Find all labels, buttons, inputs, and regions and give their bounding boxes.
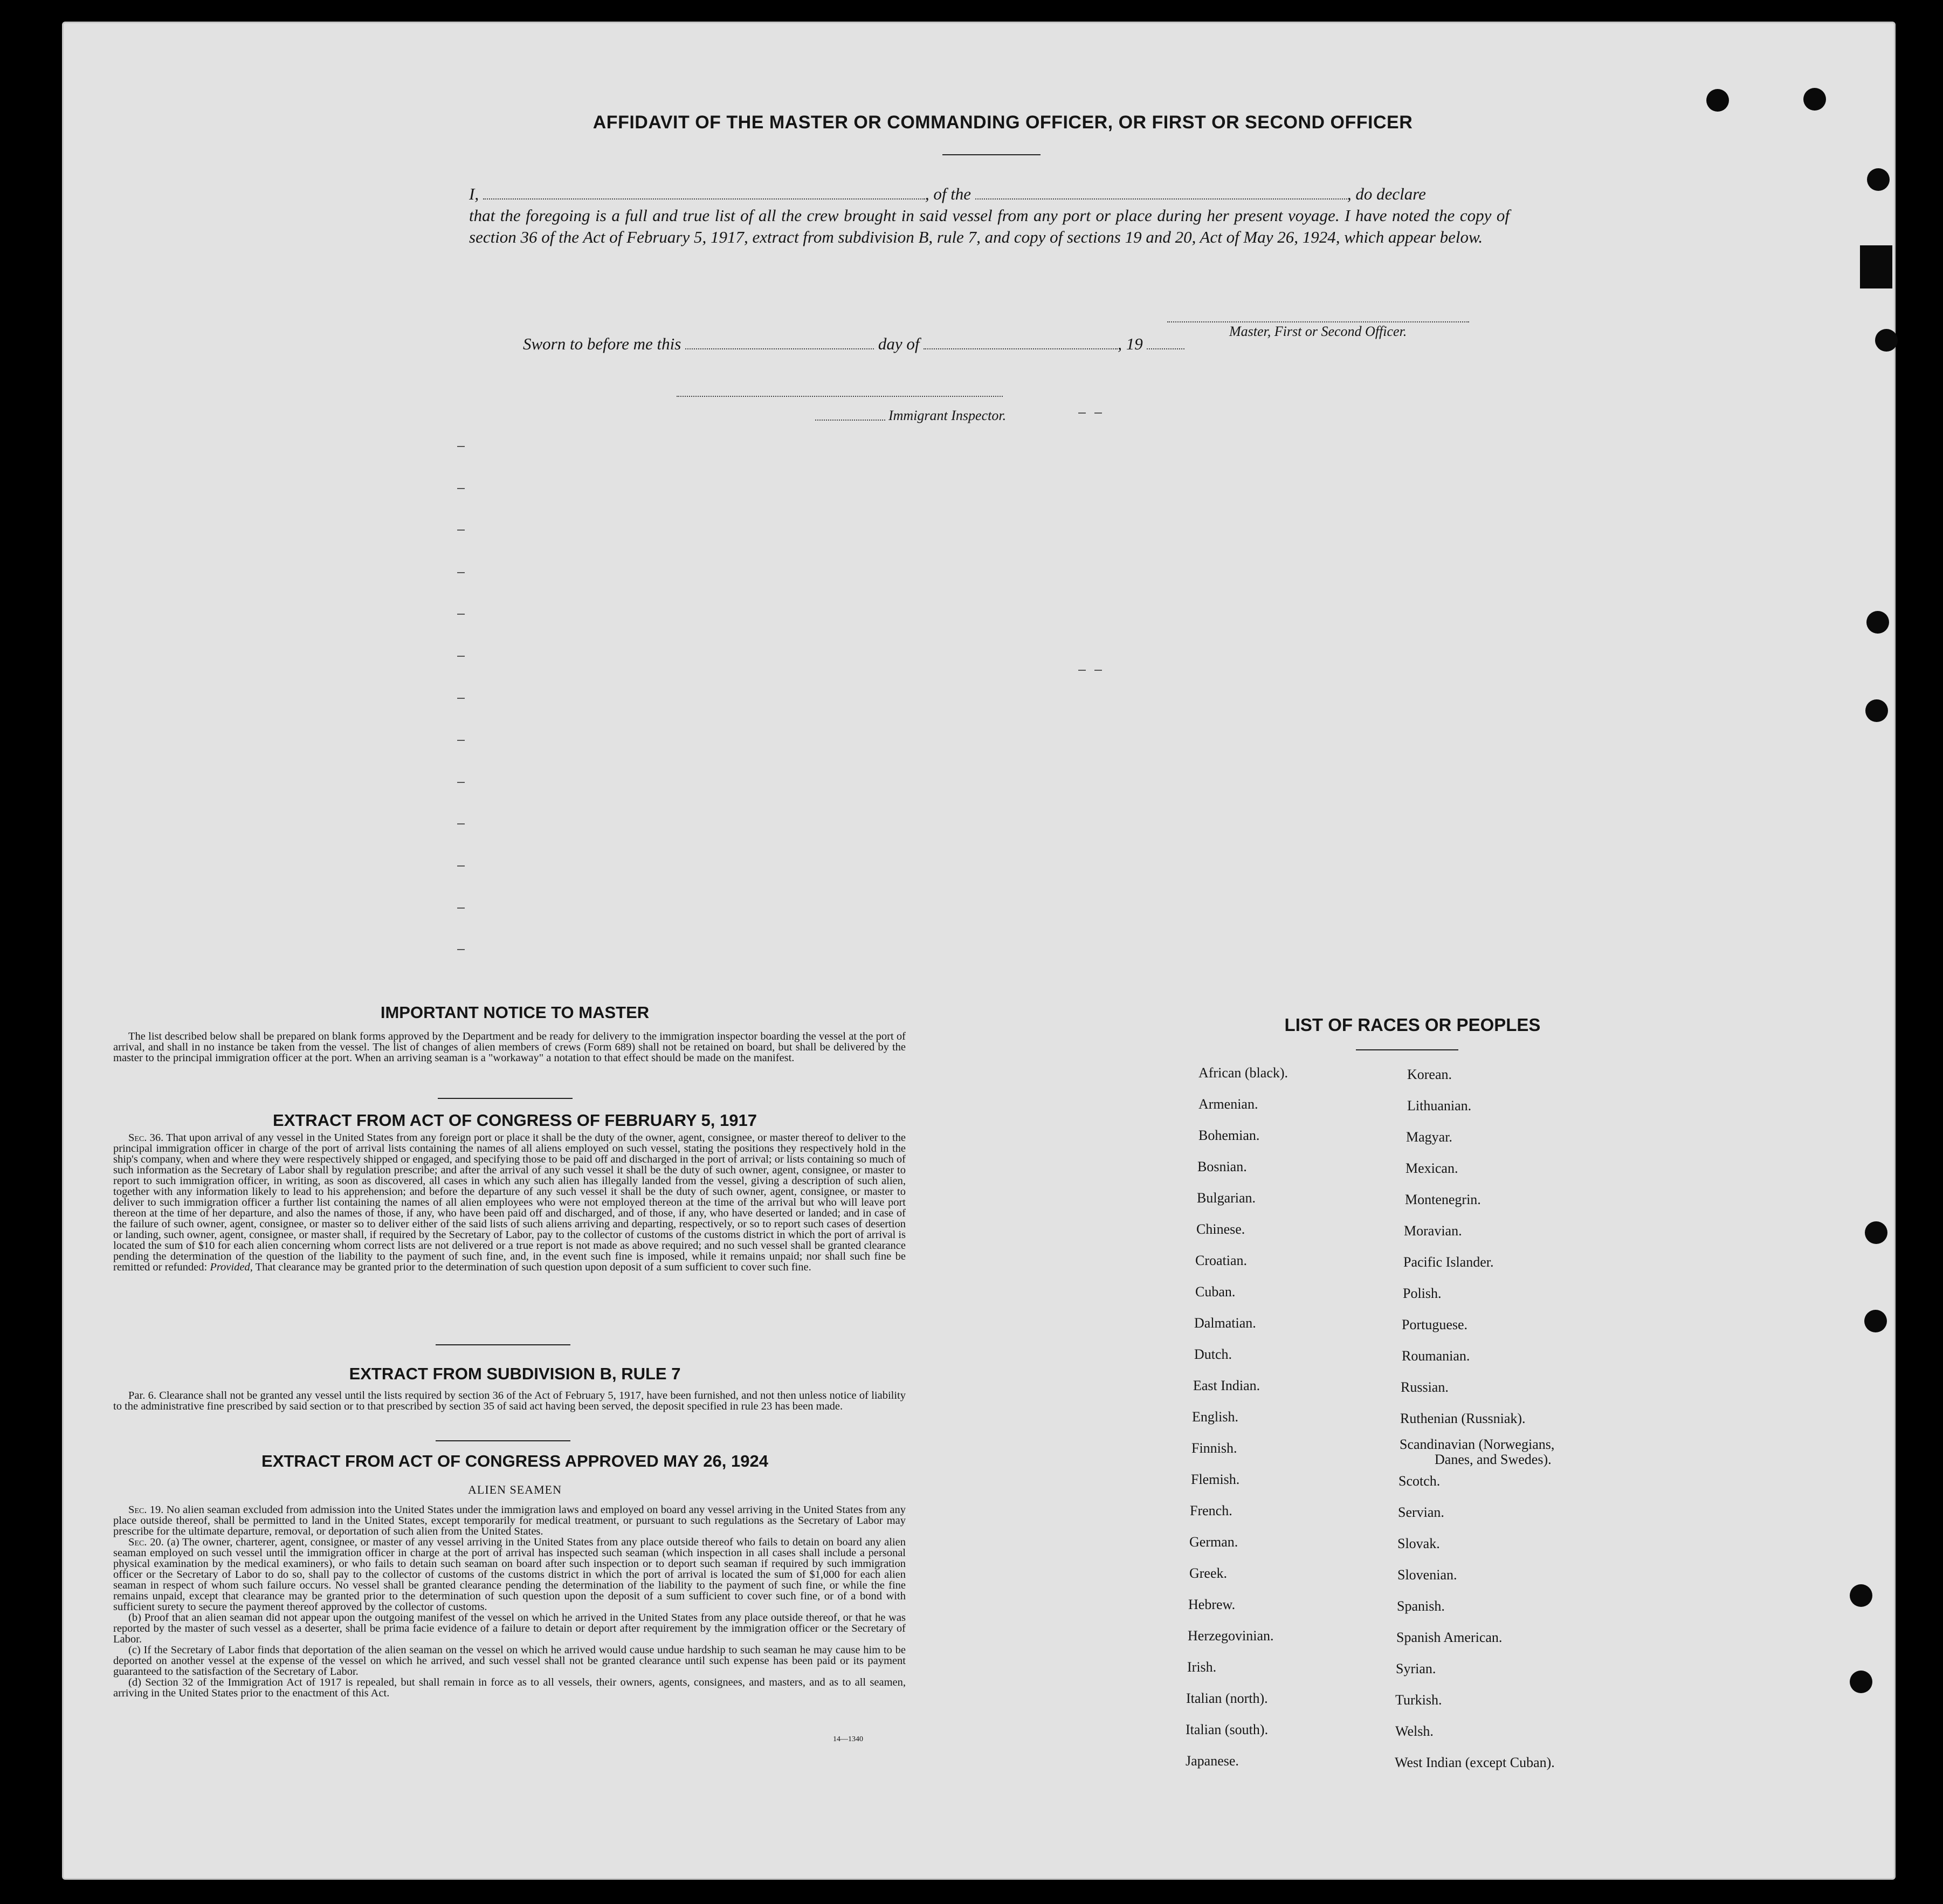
race-item: Japanese. [1186, 1753, 1239, 1769]
punch-hole [1803, 88, 1826, 111]
race-item: Finnish. [1191, 1440, 1237, 1456]
sec19-label: Sec. 19. [128, 1504, 164, 1516]
sec20d-text: (d) Section 32 of the Immigration Act of 1917 is repealed, but shall remain in force as to all vessels, their owners, agents, consignees, and masters, and as to all seamen, arriving in the United States prior to the enactment of this Act. [113, 1676, 906, 1699]
extract-1924-body [113, 1504, 906, 1699]
race-item: Slovenian. [1397, 1567, 1457, 1583]
sworn-month-field[interactable] [924, 334, 1118, 349]
officer-name-field[interactable] [483, 184, 925, 200]
race-item: Welsh. [1395, 1723, 1434, 1739]
race-item: Montenegrin. [1405, 1192, 1481, 1207]
race-item: Bohemian. [1198, 1128, 1260, 1143]
declaration [469, 183, 1510, 248]
race-item: Croatian. [1195, 1253, 1248, 1268]
extract-rule7-title: EXTRACT FROM SUBDIVISION B, RULE 7 [349, 1364, 681, 1383]
margin-mark [457, 740, 465, 741]
extract-1924-title: EXTRACT FROM ACT OF CONGRESS APPROVED MAY 26, 1924 [261, 1452, 768, 1470]
races-title: LIST OF RACES OR PEOPLES [1284, 1015, 1541, 1035]
punch-hole [1850, 1671, 1872, 1693]
divider [438, 1098, 573, 1099]
sec20a-text: (a) The owner, charterer, agent, consignee, or master of any vessel arriving in the United States from any place outside thereof who fails to detain on board any alien seaman employed on such vessel until the immigration officer in charge at the port of arrival has inspected such seaman (which inspection in all cases shall include a personal physical examination by the medical examiners), or who fails to detain such seaman on board after such inspection or to deport such seaman if required by such immigration officer or the Secretary of Labor to do so, shall pay to the collector of customs of the customs district in which the port of arrival is located the sum of $1,000 for each alien seaman in respect of whom such failure occurs. No vessel shall be granted clearance pending the determination of the liability to the payment of such fine, or while the fine remains unpaid, except that clearance may be granted prior to the determination of such question upon the deposit of a sum sufficient to cover such fine, or of a bond with sufficient surety to secure the payment thereof approved by the collector of customs. [113, 1536, 906, 1613]
race-item: Moravian. [1404, 1223, 1462, 1239]
race-item: Italian (north). [1186, 1690, 1268, 1706]
of-the-label: , of the [925, 184, 972, 203]
race-item: Slovak. [1397, 1536, 1440, 1551]
edge-tab [1860, 245, 1892, 288]
race-item: West Indian (except Cuban). [1395, 1755, 1555, 1770]
race-item: East Indian. [1193, 1378, 1260, 1393]
declaration-statement: that the foregoing is a full and true list of all the crew brought in said vessel from any port or place during her present voyage. I have noted the copy of section 36 of the Act of February 5, 1917, extract from subdivision B, rule 7, and copy of sections 19 and 20, Act of May 26, 1924, which appear below. [469, 206, 1510, 246]
race-item: English. [1192, 1409, 1238, 1425]
punch-hole [1865, 699, 1888, 722]
race-item: Magyar. [1406, 1129, 1452, 1145]
margin-mark [457, 949, 465, 950]
master-signature-label: Master, First or Second Officer. [1229, 324, 1407, 339]
race-item: Herzegovinian. [1188, 1628, 1274, 1644]
notice-body [113, 1031, 906, 1063]
margin-mark [457, 572, 465, 573]
race-item: Irish. [1187, 1659, 1217, 1675]
margin-mark [457, 782, 465, 783]
race-item: African (black). [1198, 1065, 1289, 1081]
proviso-label: Provided, [210, 1261, 253, 1273]
race-item: Hebrew. [1188, 1597, 1236, 1612]
extract-rule7-body [113, 1390, 906, 1412]
race-item: Roumanian. [1402, 1348, 1470, 1364]
race-item: Pacific Islander. [1403, 1254, 1494, 1270]
races-title-underline [1356, 1049, 1458, 1050]
race-item: Spanish. [1397, 1598, 1445, 1614]
race-item: Ruthenian (Russniak). [1400, 1411, 1526, 1426]
margin-mark [457, 614, 465, 615]
margin-mark [457, 488, 465, 489]
vessel-name-field[interactable] [975, 184, 1347, 200]
sec36-text: That upon arrival of any vessel in the United States from any foreign port or place it shall be the duty of the owner, agent, consignee, or master thereof to deliver to the principal immigration officer in charge of the port of arrival lists containing the names of all aliens employed on such vessel, stating the positions they respectively hold in the ship's company, when and where they were respectively shipped or engaged, and specifying those to be paid off and discharged in the port of arrival; or lists containing so much of such information as the Secretary of Labor shall by regulation prescribe; and after the arrival of any such vessel it shall be the duty of such owner, agent, consignee, or master to report to such immigration officer, in writing, as soon as discovered, all cases in which any such alien has illegally landed from the vessel, giving a description of such alien, together with any information likely to lead to his apprehension; and before the departure of any such vessel it shall be the duty of such owner, agent, consignee, or master to deliver to such immigration officer a further list containing the names of all alien employees who were not employed thereon at the time of the arrival but who will leave port thereon at the time of her departure, and also the names of those, if any, who have been paid off and discharged, and of those, if any, who have deserted or landed; and in case of the failure of such owner, agent, consignee, or master so to deliver either of the said lists of such aliens arriving and departing, respectively, or so to report such cases of desertion or landing, such owner, agent, consignee, or master shall, if required by the Secretary of Labor, pay to the collector of customs of the customs district in which the port of arrival is located the sum of $10 for each alien concerning whom correct lists are not delivered or a true report is not made as above required; and no such vessel shall be granted clearance pending the determination of the question of the liability to the payment of such fine, and, in the event such fine is imposed, while it remains unpaid; nor shall such fine be remitted or refunded: [113, 1132, 906, 1273]
race-item: Dutch. [1194, 1346, 1232, 1362]
race-item: Korean. [1407, 1067, 1452, 1082]
notice-text: The list described below shall be prepared on blank forms approved by the Department and be ready for delivery to the immigration inspector boarding the vessel at the port of arrival, and shall in no instance be taken from the vessel. The list of changes of alien members of crews (Form 689) shall not be retained on board, but shall be delivered by the master to the principal immigration officer at the port. When an arriving seaman is a "workaway" a notation to that effect should be made on the manifest. [113, 1030, 906, 1064]
race-item: Syrian. [1396, 1661, 1436, 1676]
margin-mark [1078, 413, 1086, 414]
race-item: Scandinavian (Norwegians, [1400, 1436, 1555, 1452]
inspector-signature-field[interactable] [677, 382, 1003, 397]
race-item: Mexican. [1405, 1160, 1458, 1176]
form-number: 14—1340 [833, 1735, 863, 1743]
race-item: Portuguese. [1402, 1317, 1468, 1332]
notice-title: IMPORTANT NOTICE TO MASTER [380, 1003, 650, 1022]
race-item: Russian. [1401, 1379, 1449, 1395]
punch-hole [1706, 89, 1729, 112]
race-item: Servian. [1398, 1504, 1444, 1520]
sworn-day-field[interactable] [685, 334, 874, 349]
punch-hole [1867, 168, 1890, 191]
race-item: Bulgarian. [1197, 1190, 1256, 1206]
sworn-year-field[interactable] [1147, 334, 1184, 349]
affidavit-title: AFFIDAVIT OF THE MASTER OR COMMANDING OFFICER, OR FIRST OR SECOND OFFICER [592, 112, 1413, 133]
race-item: Greek. [1189, 1565, 1228, 1581]
extract-1917-title: EXTRACT FROM ACT OF CONGRESS OF FEBRUARY 5, 1917 [273, 1111, 757, 1130]
sec19-text: No alien seaman excluded from admission into the United States under the immigration laws and employed on board any vessel arriving in the United States from any place outside thereof, shall be permitted to land in the United States, except temporarily for medical treatment, or pursuant to such regulations as the Secretary of Labor may prescribe for the ultimate departure, removal, or deportation of such alien from the United States. [113, 1504, 906, 1537]
race-item: Bosnian. [1197, 1159, 1247, 1174]
alien-seamen-subtitle: ALIEN SEAMEN [468, 1483, 562, 1496]
inspector-signature-lead [815, 405, 885, 421]
inspector-label: Immigrant Inspector. [888, 408, 1007, 423]
margin-mark [457, 823, 465, 824]
rule7-text: Par. 6. Clearance shall not be granted any vessel until the lists required by section 36 of the Act of February 5, 1917, have been furnished, and not then unless notice of liability to the administrative fine prescribed by said section or to that prescribed by section 35 of said act having been served, the deposit specified in rule 23 has been made. [113, 1390, 906, 1412]
proviso-text: That clearance may be granted prior to the determination of such question upon deposit of a sum sufficient to cover such fine. [255, 1261, 811, 1273]
margin-mark [1094, 670, 1102, 671]
punch-hole [1865, 1221, 1887, 1244]
punch-hole [1866, 611, 1889, 634]
race-item: Polish. [1403, 1286, 1442, 1301]
sworn-line [523, 334, 1184, 354]
margin-mark [457, 698, 465, 699]
race-item: Chinese. [1196, 1221, 1245, 1237]
race-item: Dalmatian. [1194, 1315, 1256, 1331]
sec20c-text: (c) If the Secretary of Labor finds that deportation of the alien seaman on the vessel on which he arrived would cause undue hardship to such seaman he may cause him to be deported on another vessel at the expense of the vessel on which he arrived, and such vessel shall not be granted clearance until such expense has been paid or its payment guaranteed to the satisfaction of the Secretary of Labor. [113, 1644, 906, 1678]
sec20b-text: (b) Proof that an alien seaman did not appear upon the outgoing manifest of the vessel on which he arrived in the United States from any place outside thereof, or that he was reported by the master of such vessel as a deserter, shall be prima facie evidence of a failure to detain or deport after requirement by the immigration officer or the Secretary of Labor. [113, 1612, 906, 1645]
race-item: Spanish American. [1396, 1630, 1503, 1645]
race-item: Armenian. [1198, 1096, 1258, 1112]
margin-mark [457, 656, 465, 657]
year-label: , 19 [1118, 334, 1143, 353]
race-item: Lithuanian. [1407, 1098, 1472, 1113]
margin-mark [457, 530, 465, 531]
master-signature-field[interactable] [1167, 307, 1469, 322]
race-item: French. [1190, 1503, 1232, 1518]
margin-mark [457, 865, 465, 867]
race-item: Turkish. [1395, 1692, 1442, 1708]
title-underline [942, 154, 1041, 155]
day-of-label: day of [878, 334, 920, 353]
divider [436, 1344, 570, 1345]
sec20-label: Sec. 20. [128, 1536, 164, 1548]
margin-mark [1094, 413, 1102, 414]
race-item: Italian (south). [1186, 1722, 1269, 1737]
punch-hole [1850, 1584, 1872, 1607]
margin-mark [457, 446, 465, 447]
punch-hole [1875, 329, 1898, 352]
race-item: Cuban. [1195, 1284, 1236, 1300]
margin-mark [457, 908, 465, 909]
extract-1917-body [113, 1132, 906, 1273]
race-item: Flemish. [1191, 1472, 1240, 1487]
margin-mark [1078, 670, 1086, 671]
race-item-continuation: Danes, and Swedes). [1435, 1452, 1552, 1467]
i-label: I, [469, 184, 479, 203]
race-item: German. [1189, 1534, 1238, 1550]
punch-hole [1864, 1310, 1887, 1332]
sworn-label: Sworn to before me this [523, 334, 681, 353]
race-item: Scotch. [1398, 1473, 1441, 1489]
divider [436, 1440, 570, 1441]
sec36-label: Sec. 36. [128, 1132, 164, 1144]
do-declare-label: , do declare [1347, 184, 1426, 203]
